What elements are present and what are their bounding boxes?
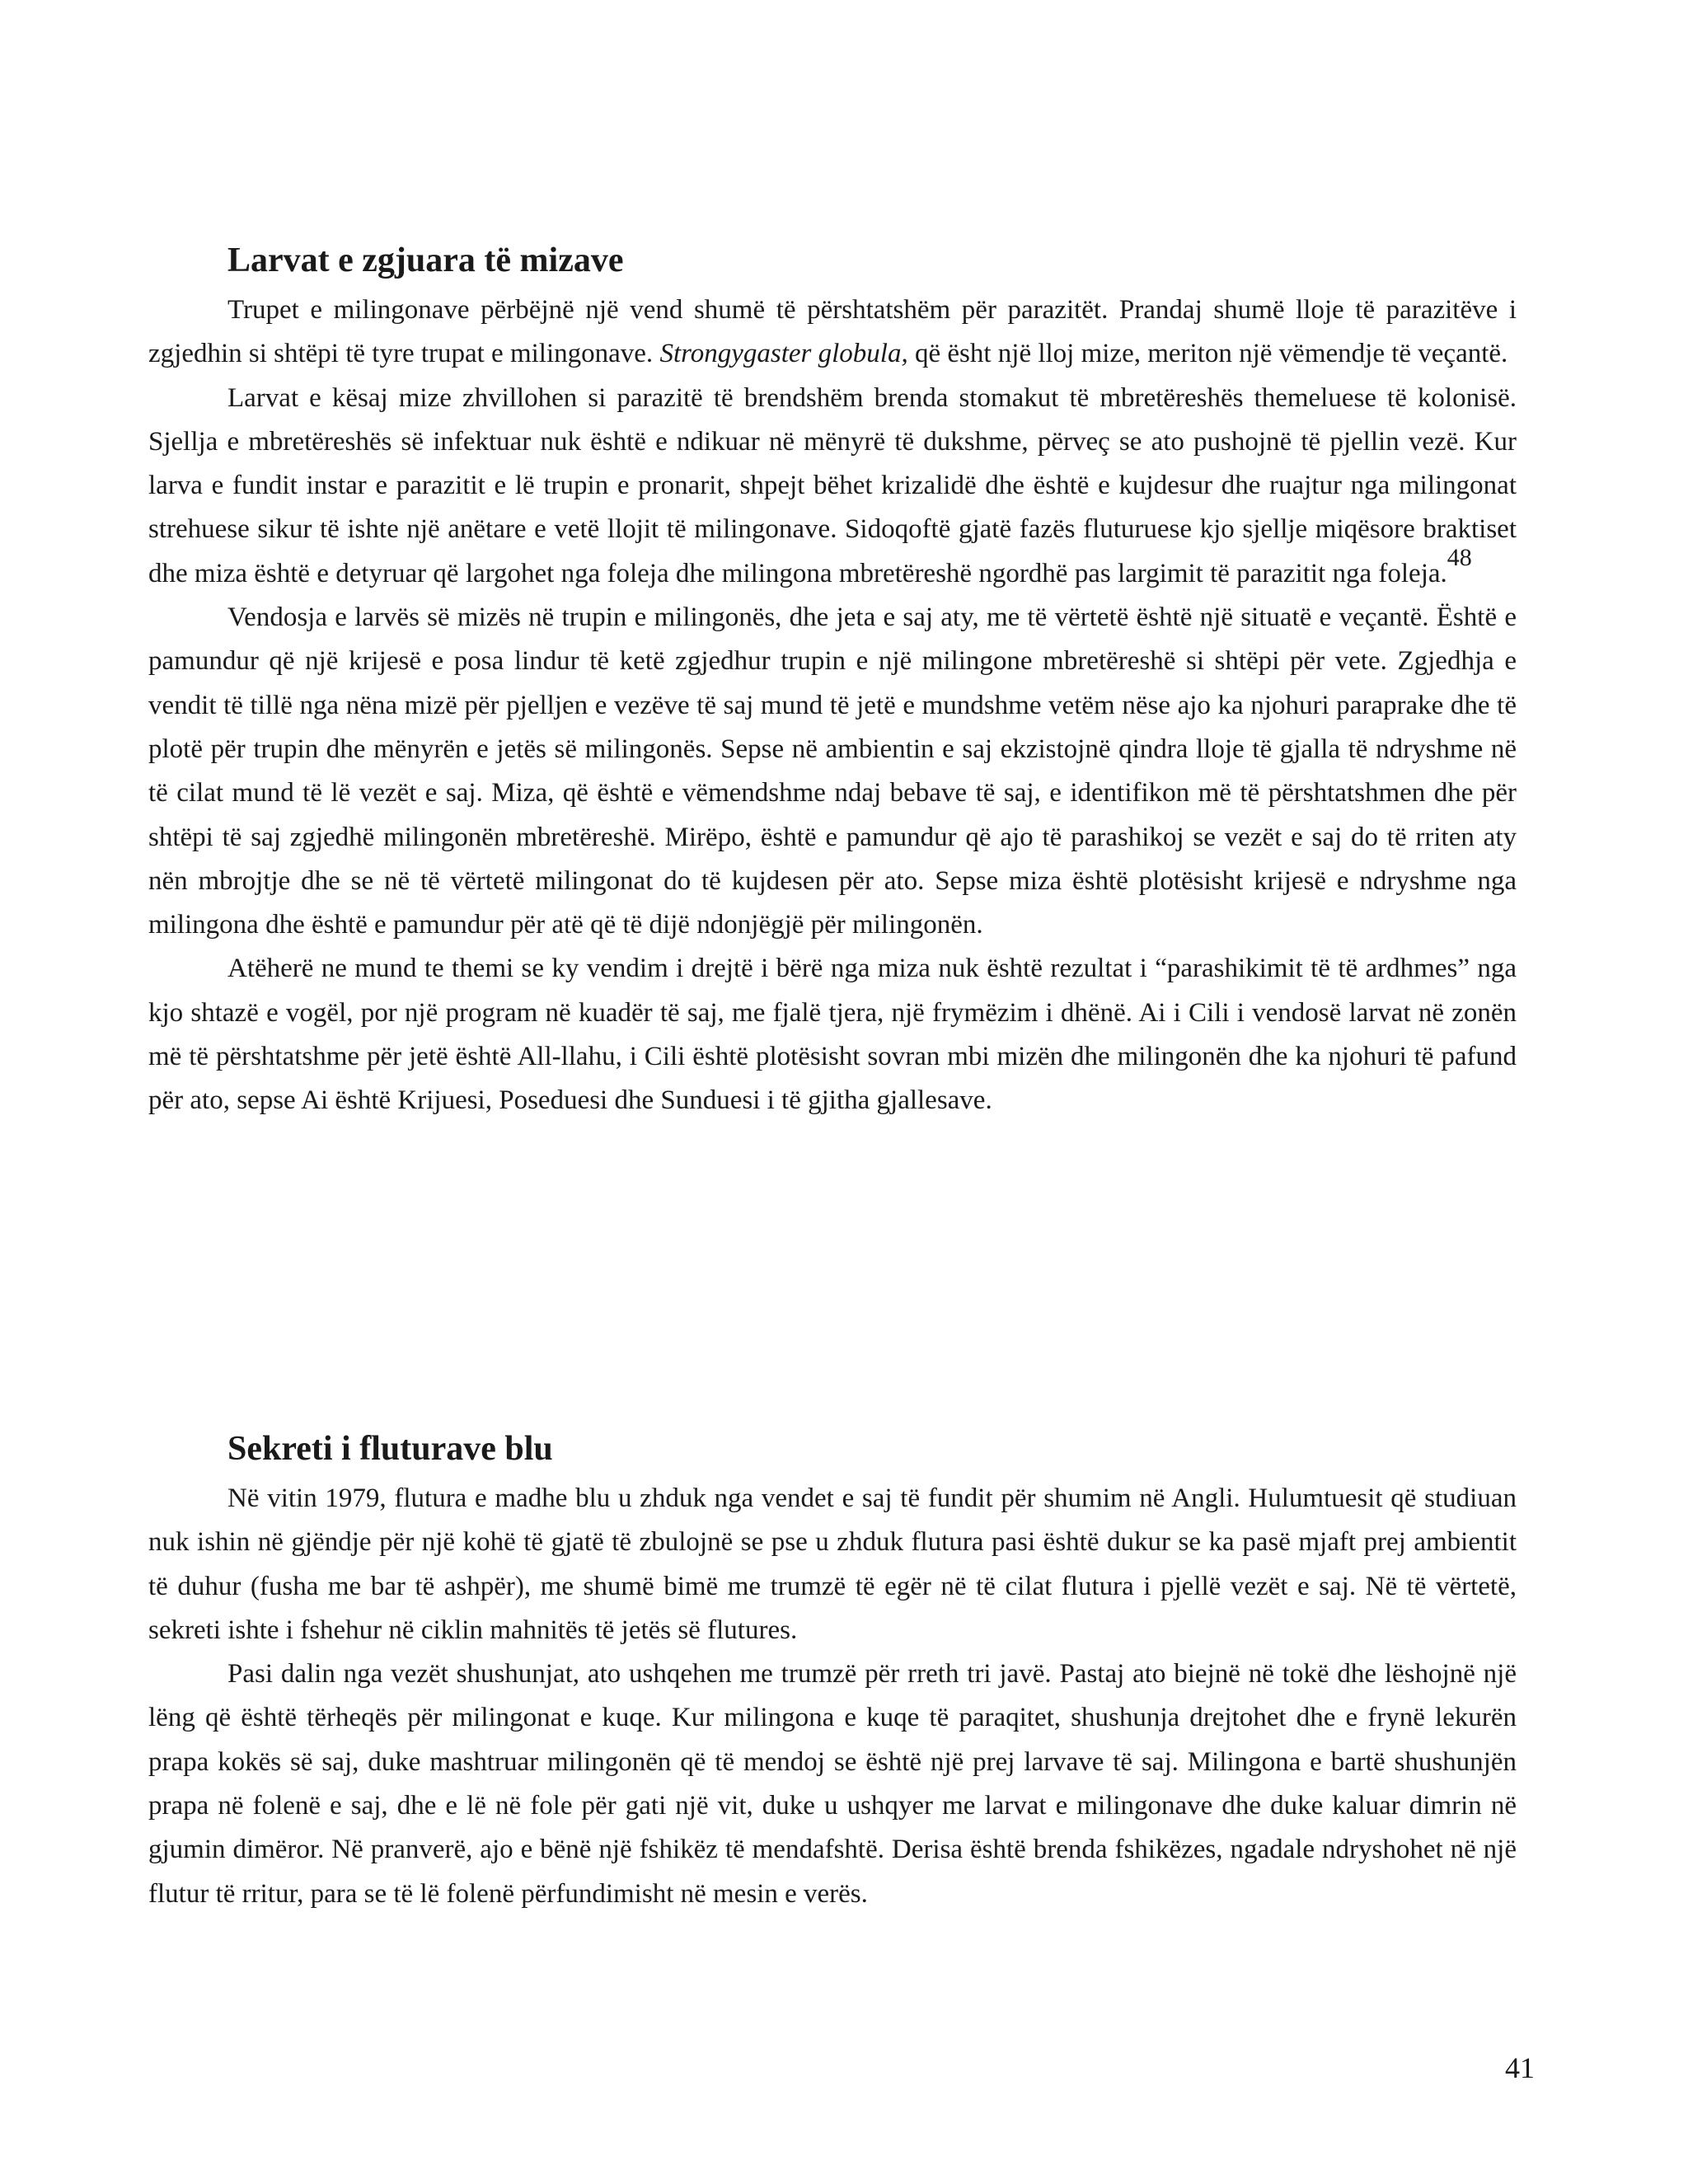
paragraph: Atëherë ne mund te themi se ky vendim i drejtë i bërë nga miza nuk është rezultat i “parashikimit të të ardhmes” nga kjo shtazë e vogël, por një program në kuadër të saj, me fjalë tjera, një frymëzim i dhënë. Ai i Cili i vendosë larvat në zonën më të përshtatshme për jetë është All-llahu, i Cili është plotësisht sovran mbi mizën dhe milingonën dhe ka njohuri të pafund për ato, sepse Ai është Krijuesi, Poseduesi dhe Sunduesi i të gjitha gjallesave. (148, 954, 1517, 1116)
section-heading: Larvat e zgjuara të mizave (227, 241, 624, 279)
footnote-marker: 48 (1447, 543, 1472, 571)
paragraph-text: Trupet e milingonave përbëjnë një vend shumë të përshtatshëm për parazitët. Prandaj shumë lloje të parazitëve i zgjedhin si shtëpi të tyre trupat e milingonave. (148, 295, 1517, 369)
paragraph: Pasi dalin nga vezët shushunjat, ato ushqehen me trumzë për rreth tri javë. Pastaj ato biejnë në tokë dhe lëshojnë një lëng që është tërheqës për milingonat e kuqe. Kur milingona e kuqe të paraqitet, shushunja drejtohet dhe e frynë lekurën prapa kokës së saj, duke mashtruar milingonën që të mendoj se është një prej larvave të saj. Milingona e bartë shushunjën prapa në folenë e saj, dhe e lë në fole për gati një vit, duke u ushqyer me larvat e milingonave dhe duke kaluar dimrin në gjumin dimëror. Në pranverë, ajo e bënë një fshikëz të mendafshtë. Derisa është brenda fshikëzes, ngadale ndryshohet në një flutur të rritur, para se të lë folenë përfundimisht në mesin e verës. (148, 1659, 1517, 1909)
page-number: 41 (1505, 2051, 1535, 2084)
paragraph: Në vitin 1979, flutura e madhe blu u zhduk nga vendet e saj të fundit për shumim në Angli. Hulumtuesit që studiuan nuk ishin në gjëndje për një kohë të gjatë të zbulojnë se pse u zhduk flutura pasi është dukur se ka pasë mjaft prej ambientit të duhur (fusha me bar të ashpër), me shumë bimë me trumzë të egër në të cilat flutura i pjellë vezët e saj. Në të vërtetë, sekreti ishte i fshehur në ciklin mahnitës të jetës së flutures. (148, 1483, 1517, 1645)
paragraph-text: Larvat e kësaj mize zhvillohen si parazitë të brendshëm brenda stomakut të mbretëreshës themeluese të kolonisë. Sjellja e mbretëreshës së infektuar nuk është e ndikuar në mënyrë të dukshme, përveç se ato pushojnë të pjellin vezë. Kur larva e fundit instar e parazitit e lë trupin e pronarit, shpejt bëhet krizalidë dhe është e kujdesur dhe ruajtur nga milingonat strehuese sikur të ishte një anëtare e vetë llojit të milingonave. Sidoqoftë gjatë fazës fluturuese kjo sjellje miqësore braktiset dhe miza është e detyruar që largohet nga foleja dhe milingona mbretëreshë ngordhë pas largimit të parazitit nga foleja. (148, 382, 1517, 588)
species-name: Strongygaster globula, (659, 339, 908, 369)
paragraph (148, 377, 1517, 596)
section-blue-butterflies (148, 1426, 1517, 1916)
paragraph (148, 288, 1517, 377)
paragraph-text: që ësht një lloj mize, meriton një vëmendje të veçantë. (907, 339, 1508, 369)
paragraph: Vendosja e larvës së mizës në trupin e milingonës, dhe jeta e saj aty, me të vërtetë është një situatë e veçantë. Është e pamundur që një krijesë e posa lindur të ketë zgjedhur trupin e një milingone mbretëreshë si shtëpi për vete. Zgjedhja e vendit të tillë nga nëna mizë për pjelljen e vezëve të saj mund të jetë e mundshme vetëm nëse ajo ka njohuri paraprake dhe të plotë për trupin dhe mënyrën e jetës së milingonës. Sepse në ambientin e saj ekzistojnë qindra lloje të gjalla të ndryshme në të cilat mund të lë vezët e saj. Miza, që është e vëmendshme ndaj bebave të saj, e identifikon më të përshtatshmen dhe për shtëpi të saj zgjedhë milingonën mbretëreshë. Mirëpo, është e pamundur që ajo të parashikoj se vezët e saj do të rriten aty nën mbrojtje dhe se në të vërtetë milingonat do të kujdesen për ato. Sepse miza është plotësisht krijesë e ndryshme nga milingona dhe është e pamundur për atë që të dijë ndonjëgjë për milingonën. (148, 602, 1517, 940)
section-heading: Sekreti i fluturave blu (227, 1430, 553, 1468)
section-smart-fly-larvae (148, 237, 1517, 1123)
